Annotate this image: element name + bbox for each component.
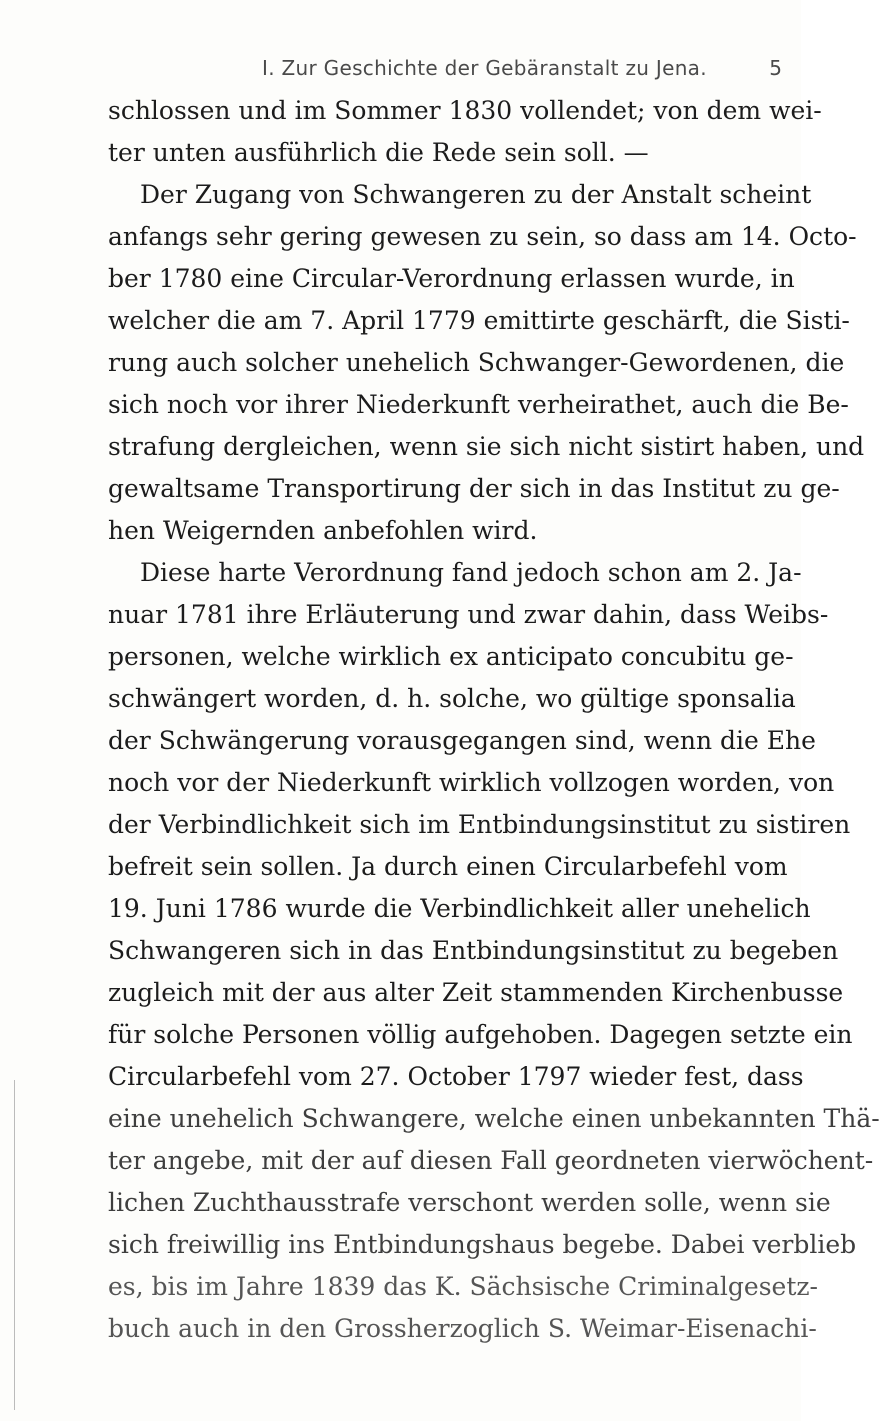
text-line: strafung dergleichen, wenn sie sich nicht sistirt haben, und	[108, 432, 865, 461]
text-line: es, bis im Jahre 1839 das K. Sächsische Criminalgesetz-	[108, 1272, 818, 1301]
running-header-title: I. Zur Geschichte der Gebäranstalt zu Jena.	[262, 56, 707, 80]
text-line: zugleich mit der aus alter Zeit stammenden Kirchenbusse	[108, 978, 844, 1007]
text-line: ter angebe, mit der auf diesen Fall geordneten vierwöchent-	[108, 1146, 874, 1175]
text-line: buch auch in den Grossherzoglich S. Weimar-Eisenachi-	[108, 1314, 817, 1343]
body-text	[108, 90, 880, 1350]
text-line: ber 1780 eine Circular-Verordnung erlassen wurde, in	[108, 264, 795, 293]
text-line: sich freiwillig ins Entbindungshaus begebe. Dabei verblieb	[108, 1230, 857, 1259]
text-line: Schwangeren sich in das Entbindungsinstitut zu begeben	[108, 936, 839, 965]
text-line: rung auch solcher unehelich Schwanger-Gewordenen, die	[108, 348, 845, 377]
text-line: der Verbindlichkeit sich im Entbindungsinstitut zu sistiren	[108, 810, 851, 839]
text-line: ter unten ausführlich die Rede sein soll. —	[108, 138, 649, 167]
text-line: der Schwängerung vorausgegangen sind, wenn die Ehe	[108, 726, 816, 755]
text-line: anfangs sehr gering gewesen zu sein, so dass am 14. Octo-	[108, 222, 857, 251]
text-line: welcher die am 7. April 1779 emittirte geschärft, die Sisti-	[108, 306, 850, 335]
running-header	[262, 56, 782, 86]
text-line: nuar 1781 ihre Erläuterung und zwar dahin, dass Weibs-	[108, 600, 829, 629]
text-line: Der Zugang von Schwangeren zu der Anstalt scheint	[140, 180, 812, 209]
text-line: eine unehelich Schwangere, welche einen unbekannten Thä-	[108, 1104, 880, 1133]
text-line: personen, welche wirklich ex anticipato concubitu ge-	[108, 642, 794, 671]
text-line: Circularbefehl vom 27. October 1797 wieder fest, dass	[108, 1062, 804, 1091]
text-line: Diese harte Verordnung fand jedoch schon am 2. Ja-	[140, 558, 802, 587]
binding-edge	[14, 1080, 21, 1410]
text-line: 19. Juni 1786 wurde die Verbindlichkeit aller unehelich	[108, 894, 811, 923]
text-line: schlossen und im Sommer 1830 vollendet; von dem wei-	[108, 96, 822, 125]
text-line: noch vor der Niederkunft wirklich vollzogen worden, von	[108, 768, 835, 797]
text-line: befreit sein sollen. Ja durch einen Circularbefehl vom	[108, 852, 788, 881]
page-number: 5	[769, 56, 782, 80]
text-line: hen Weigernden anbefohlen wird.	[108, 516, 538, 545]
text-line: schwängert worden, d. h. solche, wo gültige sponsalia	[108, 684, 796, 713]
text-line: gewaltsame Transportirung der sich in das Institut zu ge-	[108, 474, 840, 503]
text-line: für solche Personen völlig aufgehoben. Dagegen setzte ein	[108, 1020, 853, 1049]
text-line: lichen Zuchthausstrafe verschont werden solle, wenn sie	[108, 1188, 831, 1217]
text-line: sich noch vor ihrer Niederkunft verheirathet, auch die Be-	[108, 390, 849, 419]
